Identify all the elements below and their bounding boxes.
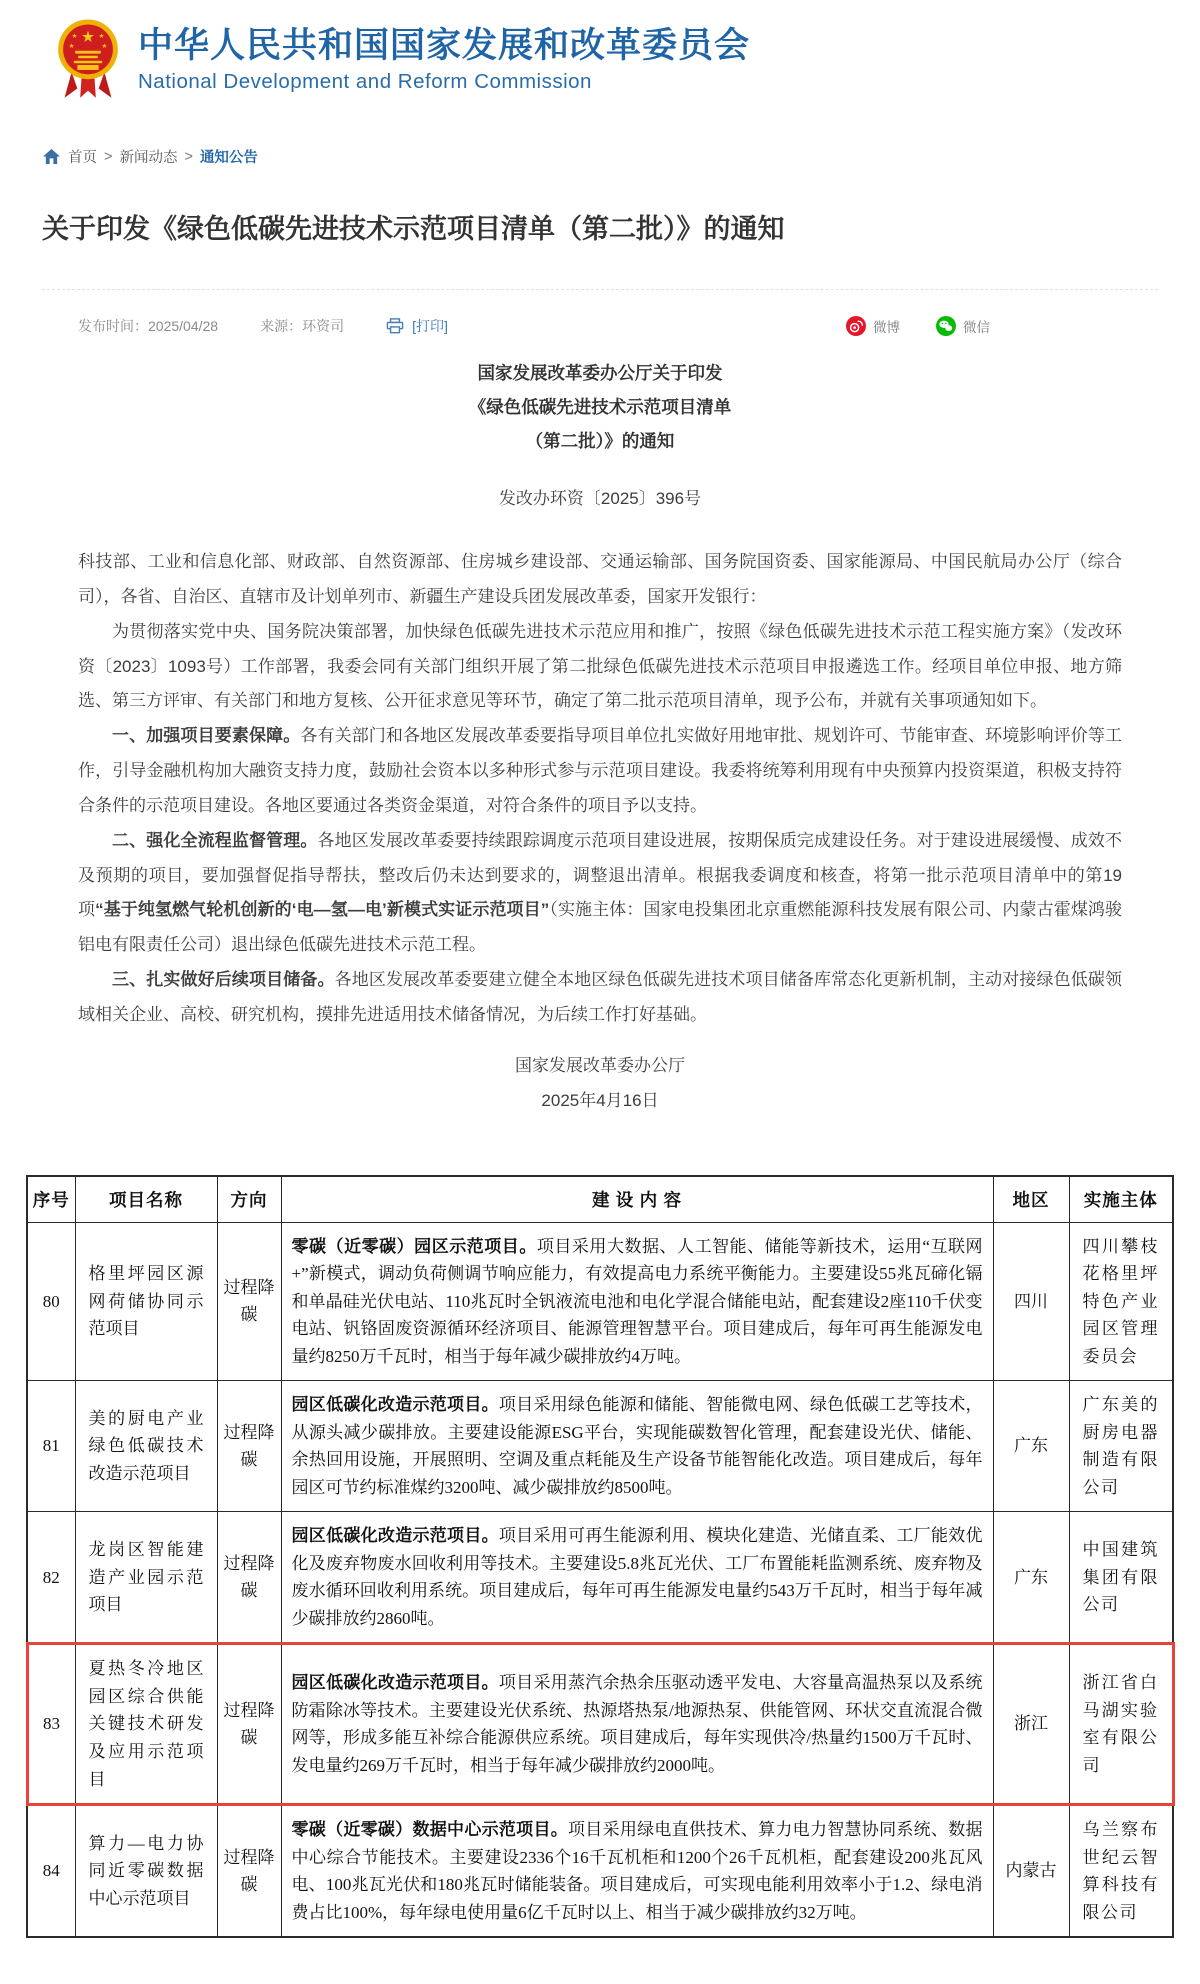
doc-paragraph [78, 824, 1122, 963]
column-header-1: 项目名称 [75, 1176, 217, 1223]
cell-project-name: 格里坪园区源网荷储协同示范项目 [75, 1222, 217, 1381]
table-header-row [27, 1176, 1173, 1223]
cell-no: 83 [27, 1644, 75, 1805]
doc-paragraph-run: 各地区发展改革委要建立健全本地区绿色低碳先进技术项目储备库常态化更新机制，主动对接绿色低碳领域相关企业、高校、研究机构，摸排先进适用技术储备情况，为后续工作打好基础。 [78, 970, 1123, 1024]
signature-agency: 国家发展改革委办公厅 [515, 1055, 685, 1075]
doc-paragraph [78, 545, 1122, 615]
cell-owner: 广东美的厨房电器制造有限公司 [1069, 1381, 1173, 1512]
breadcrumb-separator: > [104, 148, 113, 165]
page-title: 关于印发《绿色低碳先进技术示范项目清单（第二批）》的通知 [42, 214, 785, 244]
cell-direction: 过程降碳 [217, 1512, 281, 1644]
svg-text:★: ★ [71, 32, 78, 40]
column-header-4: 地区 [993, 1176, 1069, 1223]
svg-text:★: ★ [98, 32, 105, 40]
cell-region: 四川 [993, 1222, 1069, 1381]
document-number: 发改办环资〔2025〕396号 [498, 489, 702, 509]
cell-content-rest: 项目采用大数据、人工智能、储能等新技术，运用“互联网+”新模式，调动负荷侧调节响应能力，有效提高电力系统平衡能力。主要建设55兆瓦碲化镉和单晶硅光伏电站、110兆瓦时全钒液流电池和电化学混合储能电站，配套建设2座110千伏变电站、钒铬固废资源循环经济项目、能源管理智慧平台。项目建成后，每年可再生能源发电量约8250万千瓦时，相当于每年减少碳排放约4万吨。 [291, 1236, 983, 1366]
cell-project-name: 夏热冬冷地区园区综合供能关键技术研发及应用示范项目 [75, 1644, 217, 1805]
column-header-0: 序号 [27, 1176, 75, 1223]
doc-paragraph [78, 719, 1122, 824]
cell-content [281, 1805, 993, 1938]
table-row-84 [27, 1805, 1173, 1938]
notice-document [78, 356, 1122, 1119]
column-header-5: 实施主体 [1069, 1176, 1173, 1223]
document-title-line: （第二批）》的通知 [525, 431, 675, 452]
meta-info [78, 316, 448, 336]
cell-region: 广东 [993, 1381, 1069, 1512]
document-paragraphs [78, 545, 1122, 1033]
cell-content [281, 1644, 993, 1805]
site-titles [138, 26, 750, 93]
share-bar [846, 316, 990, 336]
document-title-line: 国家发展改革委办公厅关于印发 [477, 362, 723, 383]
doc-paragraph-run: 为贯彻落实党中央、国务院决策部署，加快绿色低碳先进技术示范应用和推广，按照《绿色低碳先进技术示范工程实施方案》（发改环资〔2023〕1093号）工作部署，我委会同有关部门组织开展了第二批绿色低碳先进技术示范项目申报遴选工作。经项目单位申报、地方筛选、第三方评审、有关部门和地方复核、公开征求意见等环节，确定了第二批示范项目清单，现予公布，并就有关事项通知如下。 [78, 621, 1122, 711]
document-signature [78, 1049, 1122, 1119]
cell-no: 84 [27, 1805, 75, 1938]
doc-paragraph [78, 963, 1122, 1033]
national-emblem-icon [56, 14, 120, 106]
table-row-81 [27, 1381, 1173, 1512]
cell-content-lead: 园区低碳化改造示范项目。 [291, 1526, 499, 1546]
doc-paragraph-run: 科技部、工业和信息化部、财政部、自然资源部、住房城乡建设部、交通运输部、国务院国资委、国家能源局、中国民航局办公厅（综合司），各省、自治区、直辖市及计划单列市、新疆生产建设兵团发展改革委，国家开发银行： [78, 552, 1122, 606]
share-wechat-button[interactable] [936, 316, 990, 336]
cell-owner: 四川攀枝花格里坪特色产业园区管理委员会 [1069, 1222, 1173, 1381]
cell-content-lead: 园区低碳化改造示范项目。 [291, 1395, 499, 1415]
table-row-83 [27, 1644, 1173, 1805]
svg-text:★: ★ [80, 29, 96, 47]
cell-content-lead: 园区低碳化改造示范项目。 [291, 1673, 499, 1693]
cell-project-name: 算力—电力协同近零碳数据中心示范项目 [75, 1805, 217, 1938]
cell-content-rest: 项目采用绿色能源和储能、智能微电网、绿色低碳工艺等技术，从源头减少碳排放。主要建设能源ESG平台，实现能碳数智化管理，配套建设光伏、储能、余热回用设施，开展照明、空调及重点耗能及生产设备节能智能化改造。项目建成后，每年园区可节约标准煤约3200吨、减少碳排放约8500吨。 [291, 1395, 983, 1497]
breadcrumb-separator: > [184, 148, 193, 165]
source-value: 环资司 [302, 317, 345, 334]
cell-content-rest: 项目采用蒸汽余热余压驱动透平发电、大容量高温热泵以及系统防霜除冰等技术。主要建设光伏系统、热源塔热泵/地源热泵、供能管网、环状交直流混合微网等，形成多能互补综合能源供应系统。项目建成后，每年实现供冷/热量约1500万千瓦时、发电量约269万千瓦时，相当于每年减少碳排放约2000吨。 [291, 1673, 983, 1775]
share-weibo-label: 微博 [873, 319, 900, 335]
weibo-icon [846, 316, 866, 336]
doc-paragraph-bold-run: 二、强化全流程监督管理。 [112, 830, 318, 850]
cell-project-name: 美的厨电产业绿色低碳技术改造示范项目 [75, 1381, 217, 1512]
cell-direction: 过程降碳 [217, 1381, 281, 1512]
table-row-80 [27, 1222, 1173, 1381]
cell-region: 浙江 [993, 1644, 1069, 1805]
source [260, 316, 344, 336]
cell-content [281, 1512, 993, 1644]
doc-paragraph-bold-run: 三、扎实做好后续项目储备。 [112, 970, 335, 990]
doc-paragraph-run: 各地区发展改革委要持续跟踪调度示范项目建设进展，按期保质完成建设任务。对于建设进展缓慢、成效不及预期的项目，要加强督促指导帮扶，整改后仍未达到要求的，调整退出清单。根据我委调度和核查，将第一批示范项目清单中的第19项 [78, 830, 1123, 920]
source-label: 来源： [260, 317, 303, 334]
cell-no: 82 [27, 1512, 75, 1644]
document-title [78, 356, 1122, 458]
cell-region: 广东 [993, 1512, 1069, 1644]
site-title-cn: 中华人民共和国国家发展和改革委员会 [138, 26, 751, 66]
printer-icon[interactable] [386, 318, 404, 334]
doc-paragraph [78, 615, 1122, 720]
document-title-line: 《绿色低碳先进技术示范项目清单 [468, 396, 732, 417]
cell-owner: 浙江省白马湖实验室有限公司 [1069, 1644, 1173, 1805]
cell-direction: 过程降碳 [217, 1644, 281, 1805]
table-row-82 [27, 1512, 1173, 1644]
column-header-3: 建 设 内 容 [281, 1176, 993, 1223]
doc-paragraph-bold-run: 一、加强项目要素保障。 [112, 726, 301, 746]
cell-project-name: 龙岗区智能建造产业园示范项目 [75, 1512, 217, 1644]
cell-no: 80 [27, 1222, 75, 1381]
cell-content [281, 1381, 993, 1512]
cell-owner: 乌兰察布世纪云智算科技有限公司 [1069, 1805, 1173, 1938]
site-header [0, 0, 1200, 112]
doc-paragraph-run: （实施主体：国家电投集团北京重燃能源科技发展有限公司、内蒙古霍煤鸿骏铝电有限责任公司）退出绿色低碳先进技术示范工程。 [78, 900, 1123, 955]
doc-paragraph-run: 各有关部门和各地区发展改革委要指导项目单位扎实做好用地审批、规划许可、节能审查、环境影响评价等工作，引导金融机构加大融资支持力度，鼓励社会资本以多种形式参与示范项目建设。我委将统筹利用现有中央预算内投资渠道，积极支持符合条件的示范项目建设。各地区要通过各类资金渠道，对符合条件的项目予以支持。 [78, 726, 1122, 815]
cell-no: 81 [27, 1381, 75, 1512]
meta-row [78, 316, 1158, 336]
cell-direction: 过程降碳 [217, 1805, 281, 1938]
cell-region: 内蒙古 [993, 1805, 1069, 1938]
cell-direction: 过程降碳 [217, 1222, 281, 1381]
divider [42, 289, 1158, 290]
publish-date: 2025/04/28 [148, 317, 219, 334]
publish-time [78, 316, 218, 336]
breadcrumb-item-home[interactable]: 首页 [68, 150, 97, 166]
project-list-table [26, 1175, 1175, 1939]
cell-content-lead: 零碳（近零碳）数据中心示范项目。 [291, 1820, 569, 1840]
cell-content-rest: 项目采用绿电直供技术、算力电力智慧协同系统、数据中心综合节能技术。主要建设2336个16千瓦机柜和1200个26千瓦机柜，配套建设200兆瓦风电、100兆瓦光伏和180兆瓦时储能装备。项目建成后，可实现电能利用效率小于1.2、绿电消费占比100%，每年绿电使用量6亿千瓦时以上、相当于减少碳排放约32万吨。 [291, 1820, 983, 1922]
cell-content [281, 1222, 993, 1381]
doc-paragraph-bold-run: “基于纯氢燃气轮机创新的‘电—氢—电’新模式实证示范项目” [95, 900, 550, 920]
breadcrumb-item-notices[interactable]: 通知公告 [199, 150, 258, 166]
share-wechat-label: 微信 [963, 319, 990, 335]
cell-owner: 中国建筑集团有限公司 [1069, 1512, 1173, 1644]
breadcrumb-item-news[interactable]: 新闻动态 [119, 150, 178, 166]
column-header-2: 方向 [217, 1176, 281, 1223]
breadcrumb [42, 146, 1200, 167]
wechat-icon [936, 316, 956, 336]
svg-text:★: ★ [68, 42, 75, 50]
share-weibo-button[interactable] [846, 316, 900, 336]
publish-label: 发布时间： [78, 317, 148, 334]
site-title-en: National Development and Reform Commission [138, 69, 592, 93]
signature-date: 2025年4月16日 [541, 1090, 659, 1110]
svg-text:★: ★ [101, 42, 108, 50]
cell-content-lead: 零碳（近零碳）园区示范项目。 [291, 1236, 537, 1256]
cell-content-rest: 项目采用可再生能源利用、模块化建造、光储直柔、工厂能效优化及废弃物废水回收利用等技术。主要建设5.8兆瓦光伏、工厂布置能耗监测系统、废弃物及废水循环回收利用系统。项目建成后，每年可再生能源发电量约543万千瓦时，相当于每年减少碳排放约2860吨。 [291, 1526, 983, 1628]
home-icon[interactable] [42, 148, 61, 165]
print-button[interactable]: [打印] [412, 317, 448, 334]
